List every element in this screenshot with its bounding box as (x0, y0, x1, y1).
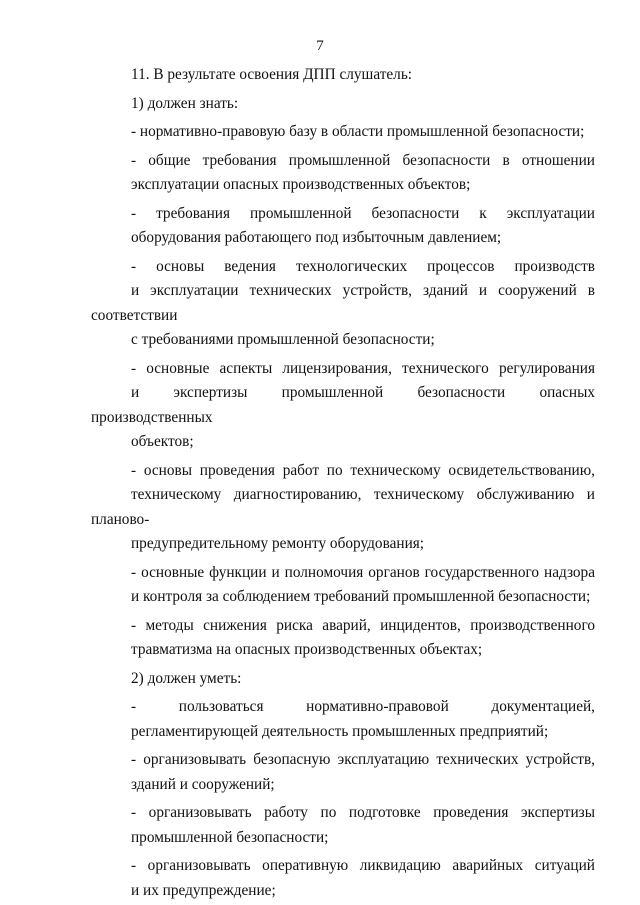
text-line: и экспертизы промышленной безопасности опасных производственных (91, 384, 595, 426)
text-line: - методы снижения риска аварий, инцидентов, производственного (131, 616, 595, 634)
paragraph (91, 667, 595, 692)
paragraph (91, 357, 595, 455)
text-line: объектов; (131, 433, 194, 450)
paragraph (91, 459, 595, 557)
text-line: техническому диагностированию, техническому обслуживанию и планово- (91, 486, 595, 528)
text-line: регламентирующей деятельность промышленных предприятий; (131, 722, 549, 740)
text-line: - основы проведения работ по техническому освидетельствованию, (131, 461, 595, 479)
document-body (91, 63, 595, 903)
paragraph (91, 92, 595, 117)
paragraph (91, 695, 595, 744)
text-line: - основные функции и полномочия органов государственного надзора (131, 563, 595, 581)
text-line: 11. В результате освоения ДПП слушатель: (131, 66, 413, 83)
text-line: - требования промышленной безопасности к эксплуатации (131, 204, 595, 222)
text-line: 1) должен знать: (131, 94, 239, 112)
paragraph (91, 120, 595, 145)
text-line: и эксплуатации технических устройств, зданий и сооружений в соответствии (91, 282, 595, 324)
paragraph (91, 801, 595, 850)
page-number: 7 (316, 38, 324, 54)
paragraph (91, 748, 595, 797)
paragraph (91, 255, 595, 353)
paragraph (91, 854, 595, 903)
text-line: - нормативно-правовую базу в области промышленной безопасности; (131, 123, 585, 140)
text-line: предупредительному ремонту оборудования; (131, 535, 425, 552)
text-line: - общие требования промышленной безопасности в отношении (131, 151, 595, 169)
paragraph (91, 63, 595, 88)
paragraph (91, 614, 595, 663)
text-line: и контроля за соблюдением требований промышленной безопасности; (131, 588, 591, 605)
text-line: зданий и сооружений; (131, 775, 275, 793)
text-line: промышленной безопасности; (131, 828, 329, 846)
paragraph (91, 149, 595, 198)
text-line: эксплуатации опасных производственных объектов; (131, 176, 471, 193)
text-line: 2) должен уметь: (131, 669, 242, 687)
text-line: с требованиями промышленной безопасности; (131, 331, 435, 348)
text-line: и их предупреждение; (131, 881, 276, 899)
text-line: - организовывать безопасную эксплуатацию технических устройств, (131, 751, 595, 768)
text-line: - основные аспекты лицензирования, технического регулирования (131, 359, 595, 377)
paragraph (91, 202, 595, 251)
text-line: - пользоваться нормативно-правовой документацией, (131, 698, 595, 715)
text-line: - основы ведения технологических процессов производств (131, 257, 595, 275)
text-line: оборудования работающего под избыточным давлением; (131, 229, 502, 246)
text-line: травматизма на опасных производственных объектах; (131, 641, 483, 658)
text-line: - организовывать работу по подготовке проведения экспертизы (131, 804, 595, 821)
text-line: - организовывать оперативную ликвидацию аварийных ситуаций (131, 857, 595, 874)
paragraph (91, 561, 595, 610)
